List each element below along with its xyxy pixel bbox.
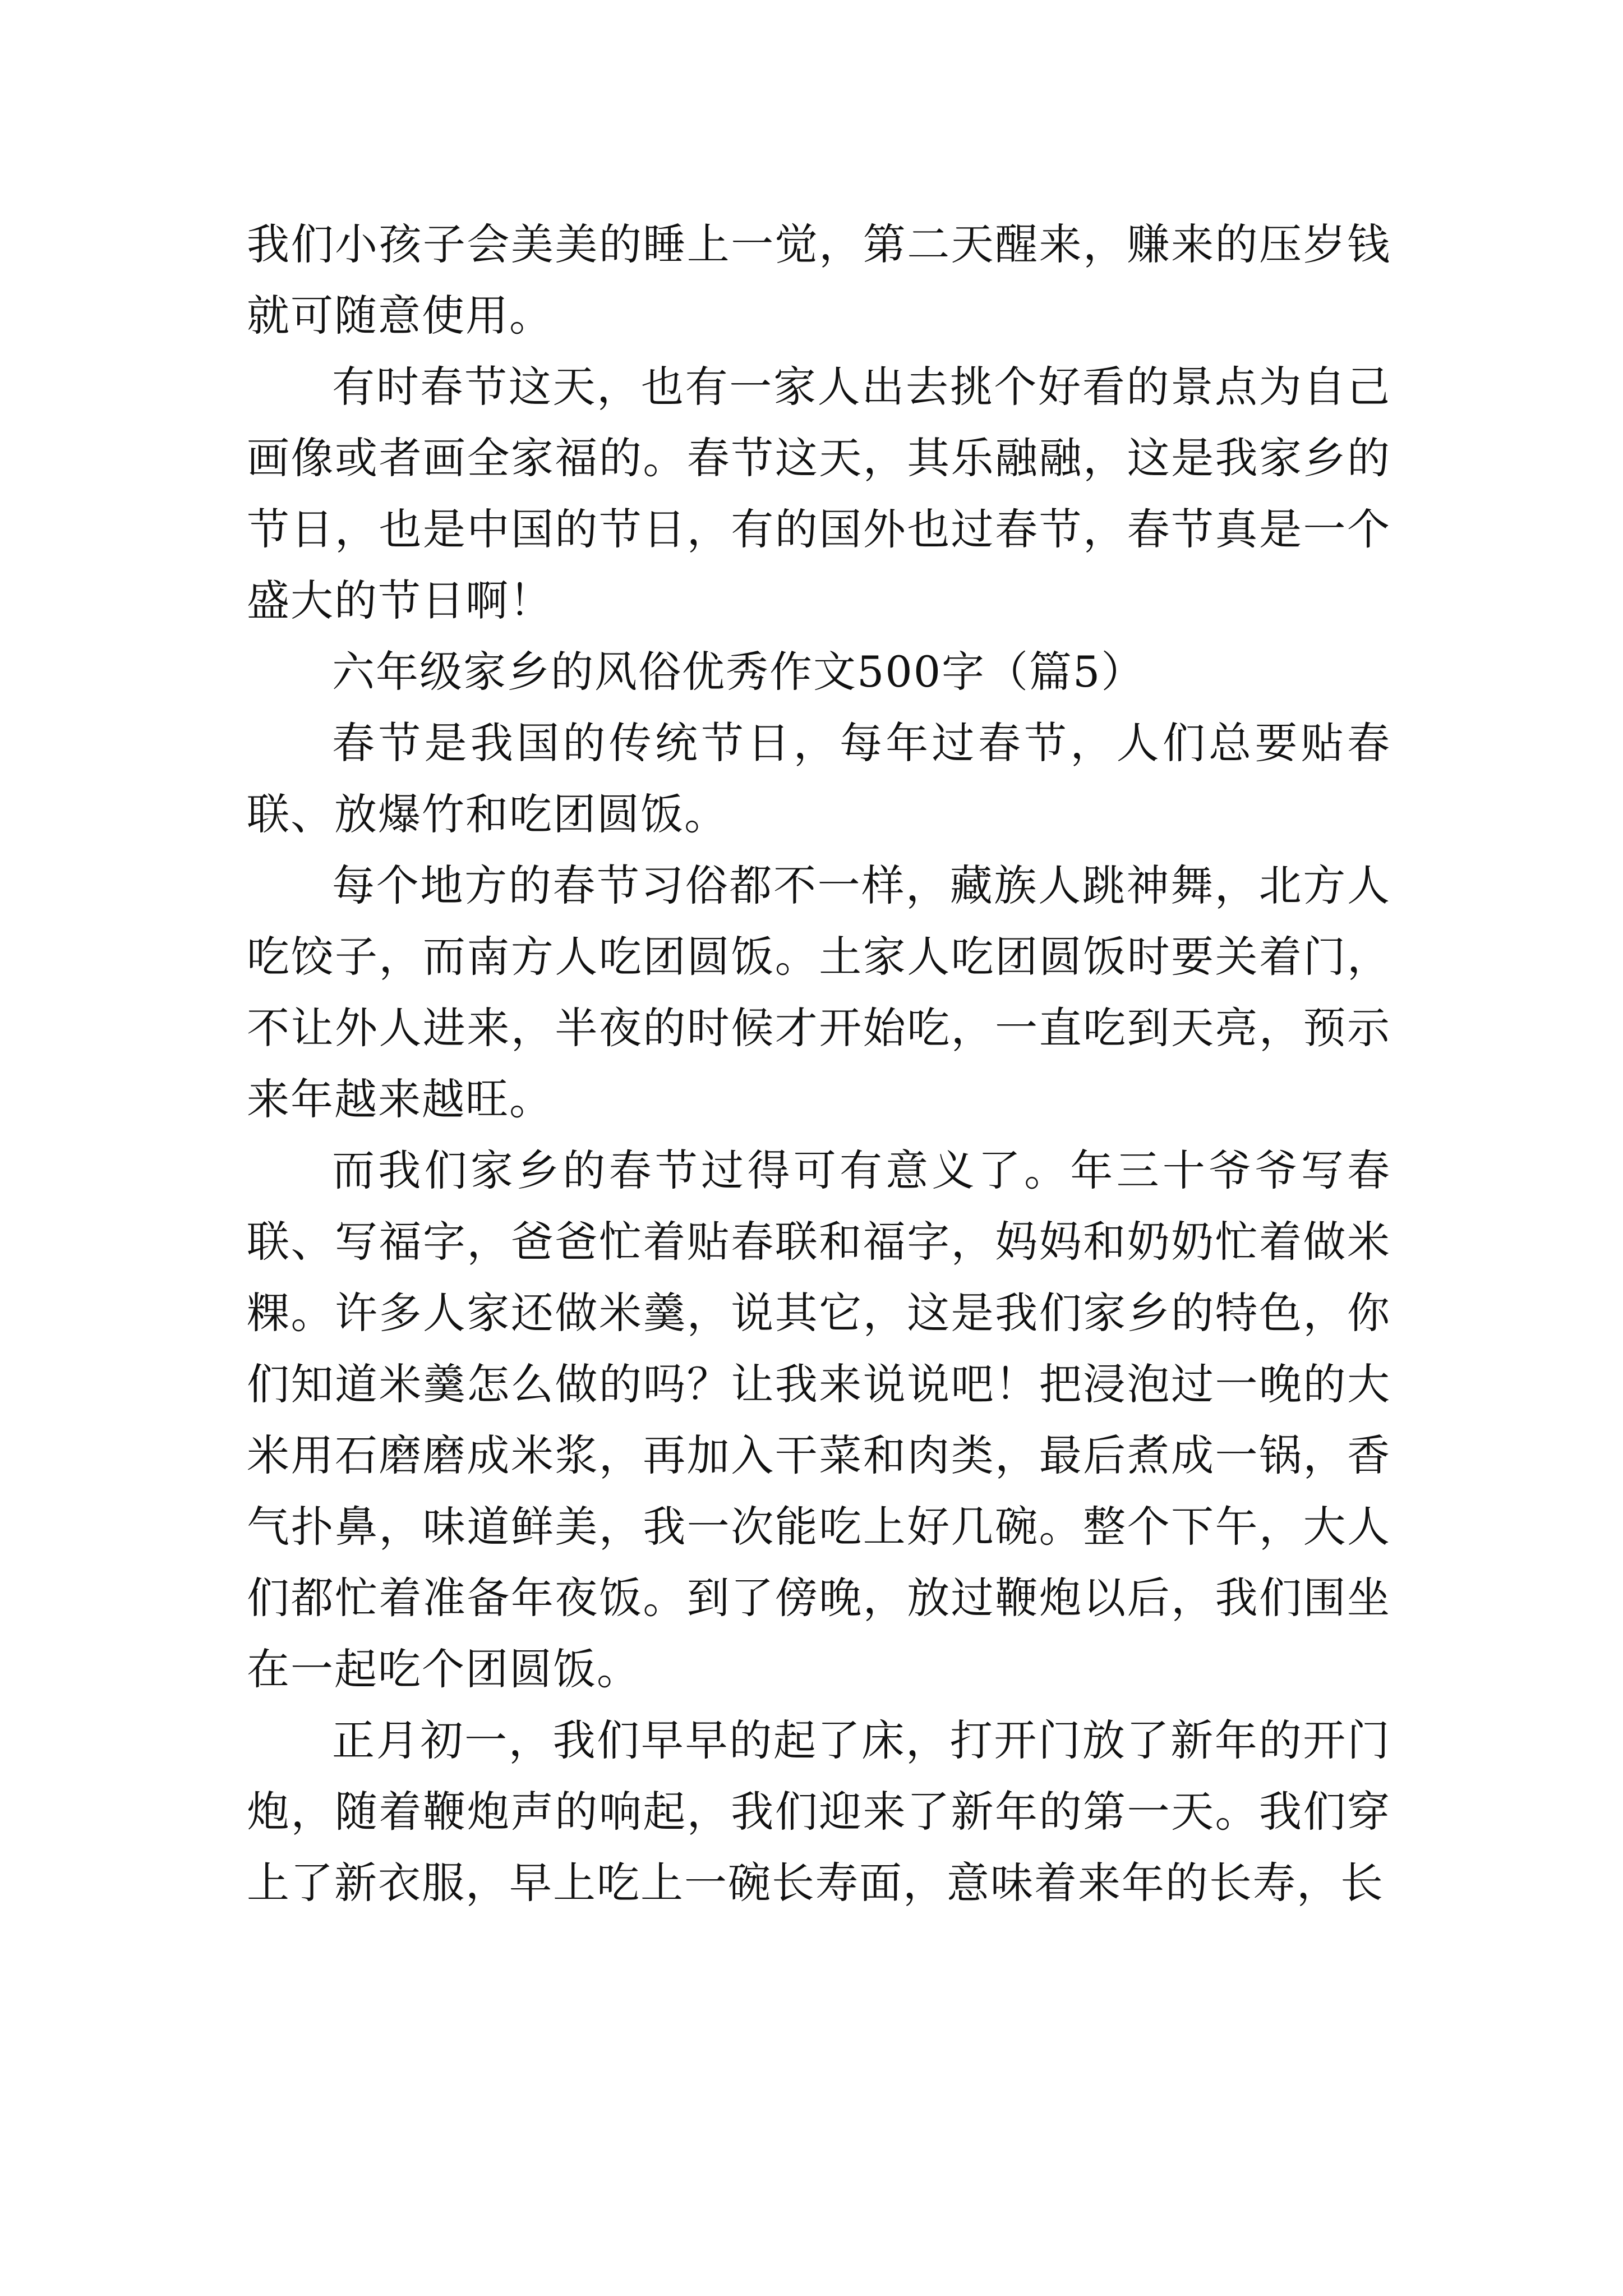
paragraph: 而我们家乡的春节过得可有意义了。年三十爷爷写春联、写福字，爸爸忙着贴春联和福字，妈妈和奶奶忙着做米粿。许多人家还做米羹，说其它，这是我们家乡的特色，你们知道米羹怎么做的吗？让我来说说吧！把浸泡过一晚的大米用石磨磨成米浆，再加入干菜和肉类，最后煮成一锅，香气扑鼻，味道鲜美，我一次能吃上好几碗。整个下午，大人们都忙着准备年夜饭。到了傍晚，放过鞭炮以后，我们围坐在一起吃个团圆饭。 xyxy=(247,1145,1391,1694)
paragraph-continued: 我们小孩子会美美的睡上一觉，第二天醒来，赚来的压岁钱就可随意使用。 xyxy=(247,219,1391,341)
paragraph: 每个地方的春节习俗都不一样，藏族人跳神舞，北方人吃饺子，而南方人吃团圆饭。土家人吃团圆饭时要关着门，不让外人进来，半夜的时候才开始吃，一直吃到天亮，预示来年越来越旺。 xyxy=(247,861,1391,1124)
section-heading: 六年级家乡的风俗优秀作文500字（篇5） xyxy=(332,647,1145,697)
document-body xyxy=(247,209,1391,1918)
paragraph: 春节是我国的传统节日，每年过春节，人们总要贴春联、放爆竹和吃团圆饭。 xyxy=(247,718,1391,839)
paragraph: 正月初一，我们早早的起了床，打开门放了新年的开门炮，随着鞭炮声的响起，我们迎来了新年的第一天。我们穿上了新衣服，早上吃上一碗长寿面，意味着来年的长寿，长 xyxy=(247,1715,1391,1908)
paragraph: 有时春节这天，也有一家人出去挑个好看的景点为自己画像或者画全家福的。春节这天，其乐融融，这是我家乡的节日，也是中国的节日，有的国外也过春节，春节真是一个盛大的节日啊！ xyxy=(247,362,1391,625)
